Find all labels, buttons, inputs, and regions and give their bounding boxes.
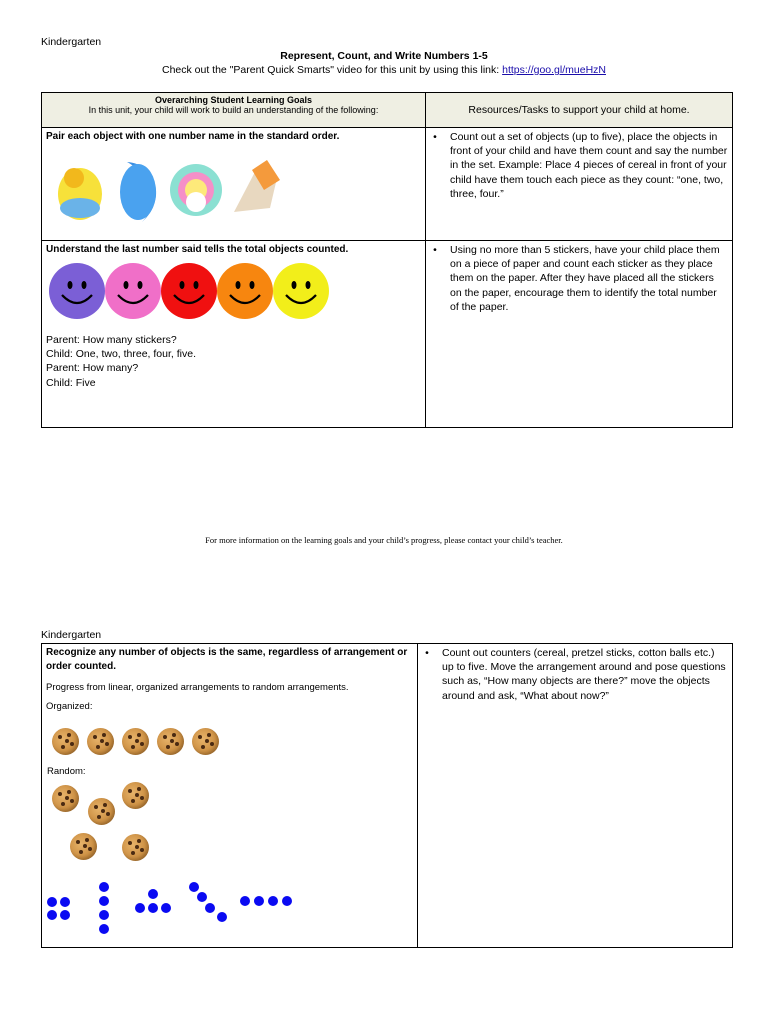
goals-header xyxy=(42,93,426,128)
chocolate-chip xyxy=(131,745,135,749)
chocolate-chip xyxy=(128,841,132,845)
chocolate-chip xyxy=(207,733,211,737)
page-title: Represent, Count, and Write Numbers 1-5 xyxy=(280,50,488,62)
goal-cell-1 xyxy=(42,128,426,241)
chocolate-chip xyxy=(205,739,209,743)
dialog-block xyxy=(46,333,421,390)
chocolate-chip xyxy=(65,796,69,800)
goal-text-1: Pair each object with one number name in the standard order. xyxy=(46,131,340,142)
grade-label-2: Kindergarten xyxy=(41,629,102,641)
task-cell-3 xyxy=(418,644,733,948)
bullet-dot-icon: • xyxy=(433,131,437,143)
chocolate-chip xyxy=(166,745,170,749)
chocolate-chip xyxy=(137,787,141,791)
chocolate-chip xyxy=(70,799,74,803)
chocolate-chip xyxy=(103,803,107,807)
chocolate-chip xyxy=(105,742,109,746)
chocolate-chip xyxy=(170,739,174,743)
chocolate-chip xyxy=(137,733,141,737)
goal-text-2: Understand the last number said tells the total objects counted. xyxy=(46,244,349,255)
video-link[interactable]: https://goo.gl/mueHzN xyxy=(502,64,606,76)
cereal-marshmallow-icon xyxy=(52,150,292,230)
chocolate-chip xyxy=(137,839,141,843)
chocolate-chip xyxy=(140,742,144,746)
random-label: Random: xyxy=(47,766,86,777)
chocolate-chip xyxy=(106,812,110,816)
goals-header-text: In this unit, your child will work to build an understanding of the following: xyxy=(88,105,379,115)
task-cell-1 xyxy=(426,128,733,241)
chocolate-chip xyxy=(135,845,139,849)
subtitle xyxy=(0,64,768,76)
chocolate-chip xyxy=(61,802,65,806)
task-cell-2 xyxy=(426,241,733,428)
chocolate-chip xyxy=(58,792,62,796)
smiley-stickers xyxy=(46,257,421,327)
chocolate-chip xyxy=(135,793,139,797)
goal-cell-2 xyxy=(42,241,426,428)
task-text-3: Count out counters (cereal, pretzel sticks, cotton balls etc.) up to five. Move the arrangement around and pose questions such as, “How many objects are there?” move the objects around and ask, “What about now?” xyxy=(442,647,726,702)
chocolate-chip xyxy=(175,742,179,746)
smiley-sticker-icon xyxy=(48,261,338,323)
bullet-dot-icon: • xyxy=(433,244,437,256)
chocolate-chip xyxy=(96,745,100,749)
chocolate-chip xyxy=(94,805,98,809)
chocolate-chip xyxy=(70,742,74,746)
chocolate-chip xyxy=(101,809,105,813)
chocolate-chip xyxy=(61,745,65,749)
task-text-2: Using no more than 5 stickers, have your child place them on a piece of paper and count each sticker as they place them on the paper. After they have placed all the stickers on the paper, encourage them to identify the total number of the paper. xyxy=(450,244,720,313)
dialog-line: Parent: How many stickers? xyxy=(46,334,177,346)
chocolate-chip xyxy=(135,739,139,743)
chocolate-chip xyxy=(172,733,176,737)
dialog-line: Parent: How many? xyxy=(46,362,139,375)
goal-text-3: Recognize any number of objects is the same, regardless of arrangement or order counted. xyxy=(46,647,408,672)
dialog-line: Child: Five xyxy=(46,376,96,389)
resources-header: Resources/Tasks to support your child at home. xyxy=(426,93,733,128)
footer-note: For more information on the learning goals and your child’s progress, please contact your child’s teacher. xyxy=(205,535,563,545)
goal-cell-3 xyxy=(42,644,418,948)
chocolate-chip xyxy=(131,851,135,855)
organized-label: Organized: xyxy=(46,701,93,712)
chocolate-chip xyxy=(128,735,132,739)
chocolate-chip xyxy=(65,739,69,743)
chocolate-chip xyxy=(76,840,80,844)
goals-header-title: Overarching Student Learning Goals xyxy=(154,95,313,105)
chocolate-chip xyxy=(140,848,144,852)
chocolate-chip xyxy=(100,739,104,743)
progress-text: Progress from linear, organized arrangements to random arrangements. xyxy=(46,682,349,693)
goals-table-2 xyxy=(41,643,733,948)
task-text-1: Count out a set of objects (up to five), place the objects in front of your child and have them count and say the number in the set. Example: Place 4 pieces of cereal in front of your child have them touch each piece as they count: “one, two, three, four.” xyxy=(450,131,728,200)
chocolate-chip xyxy=(97,815,101,819)
chocolate-chip xyxy=(140,796,144,800)
chocolate-chip xyxy=(67,790,71,794)
dialog-line: Child: One, two, three, four, five. xyxy=(46,348,196,361)
chocolate-chip xyxy=(93,735,97,739)
bullet-dot-icon: • xyxy=(425,647,429,659)
chocolate-chip xyxy=(163,735,167,739)
chocolate-chip xyxy=(198,735,202,739)
chocolate-chip xyxy=(88,847,92,851)
chocolate-chip xyxy=(128,789,132,793)
goals-table xyxy=(41,92,733,428)
chocolate-chip xyxy=(79,850,83,854)
chocolate-chip xyxy=(83,844,87,848)
chocolate-chip xyxy=(131,799,135,803)
subtitle-text: Check out the "Parent Quick Smarts" video for this unit by using this link: xyxy=(161,64,500,76)
chocolate-chip xyxy=(102,733,106,737)
chocolate-chip xyxy=(67,733,71,737)
grade-label: Kindergarten xyxy=(41,36,102,48)
chocolate-chip xyxy=(210,742,214,746)
chocolate-chip xyxy=(85,838,89,842)
chocolate-chip xyxy=(201,745,205,749)
chocolate-chip xyxy=(58,735,62,739)
